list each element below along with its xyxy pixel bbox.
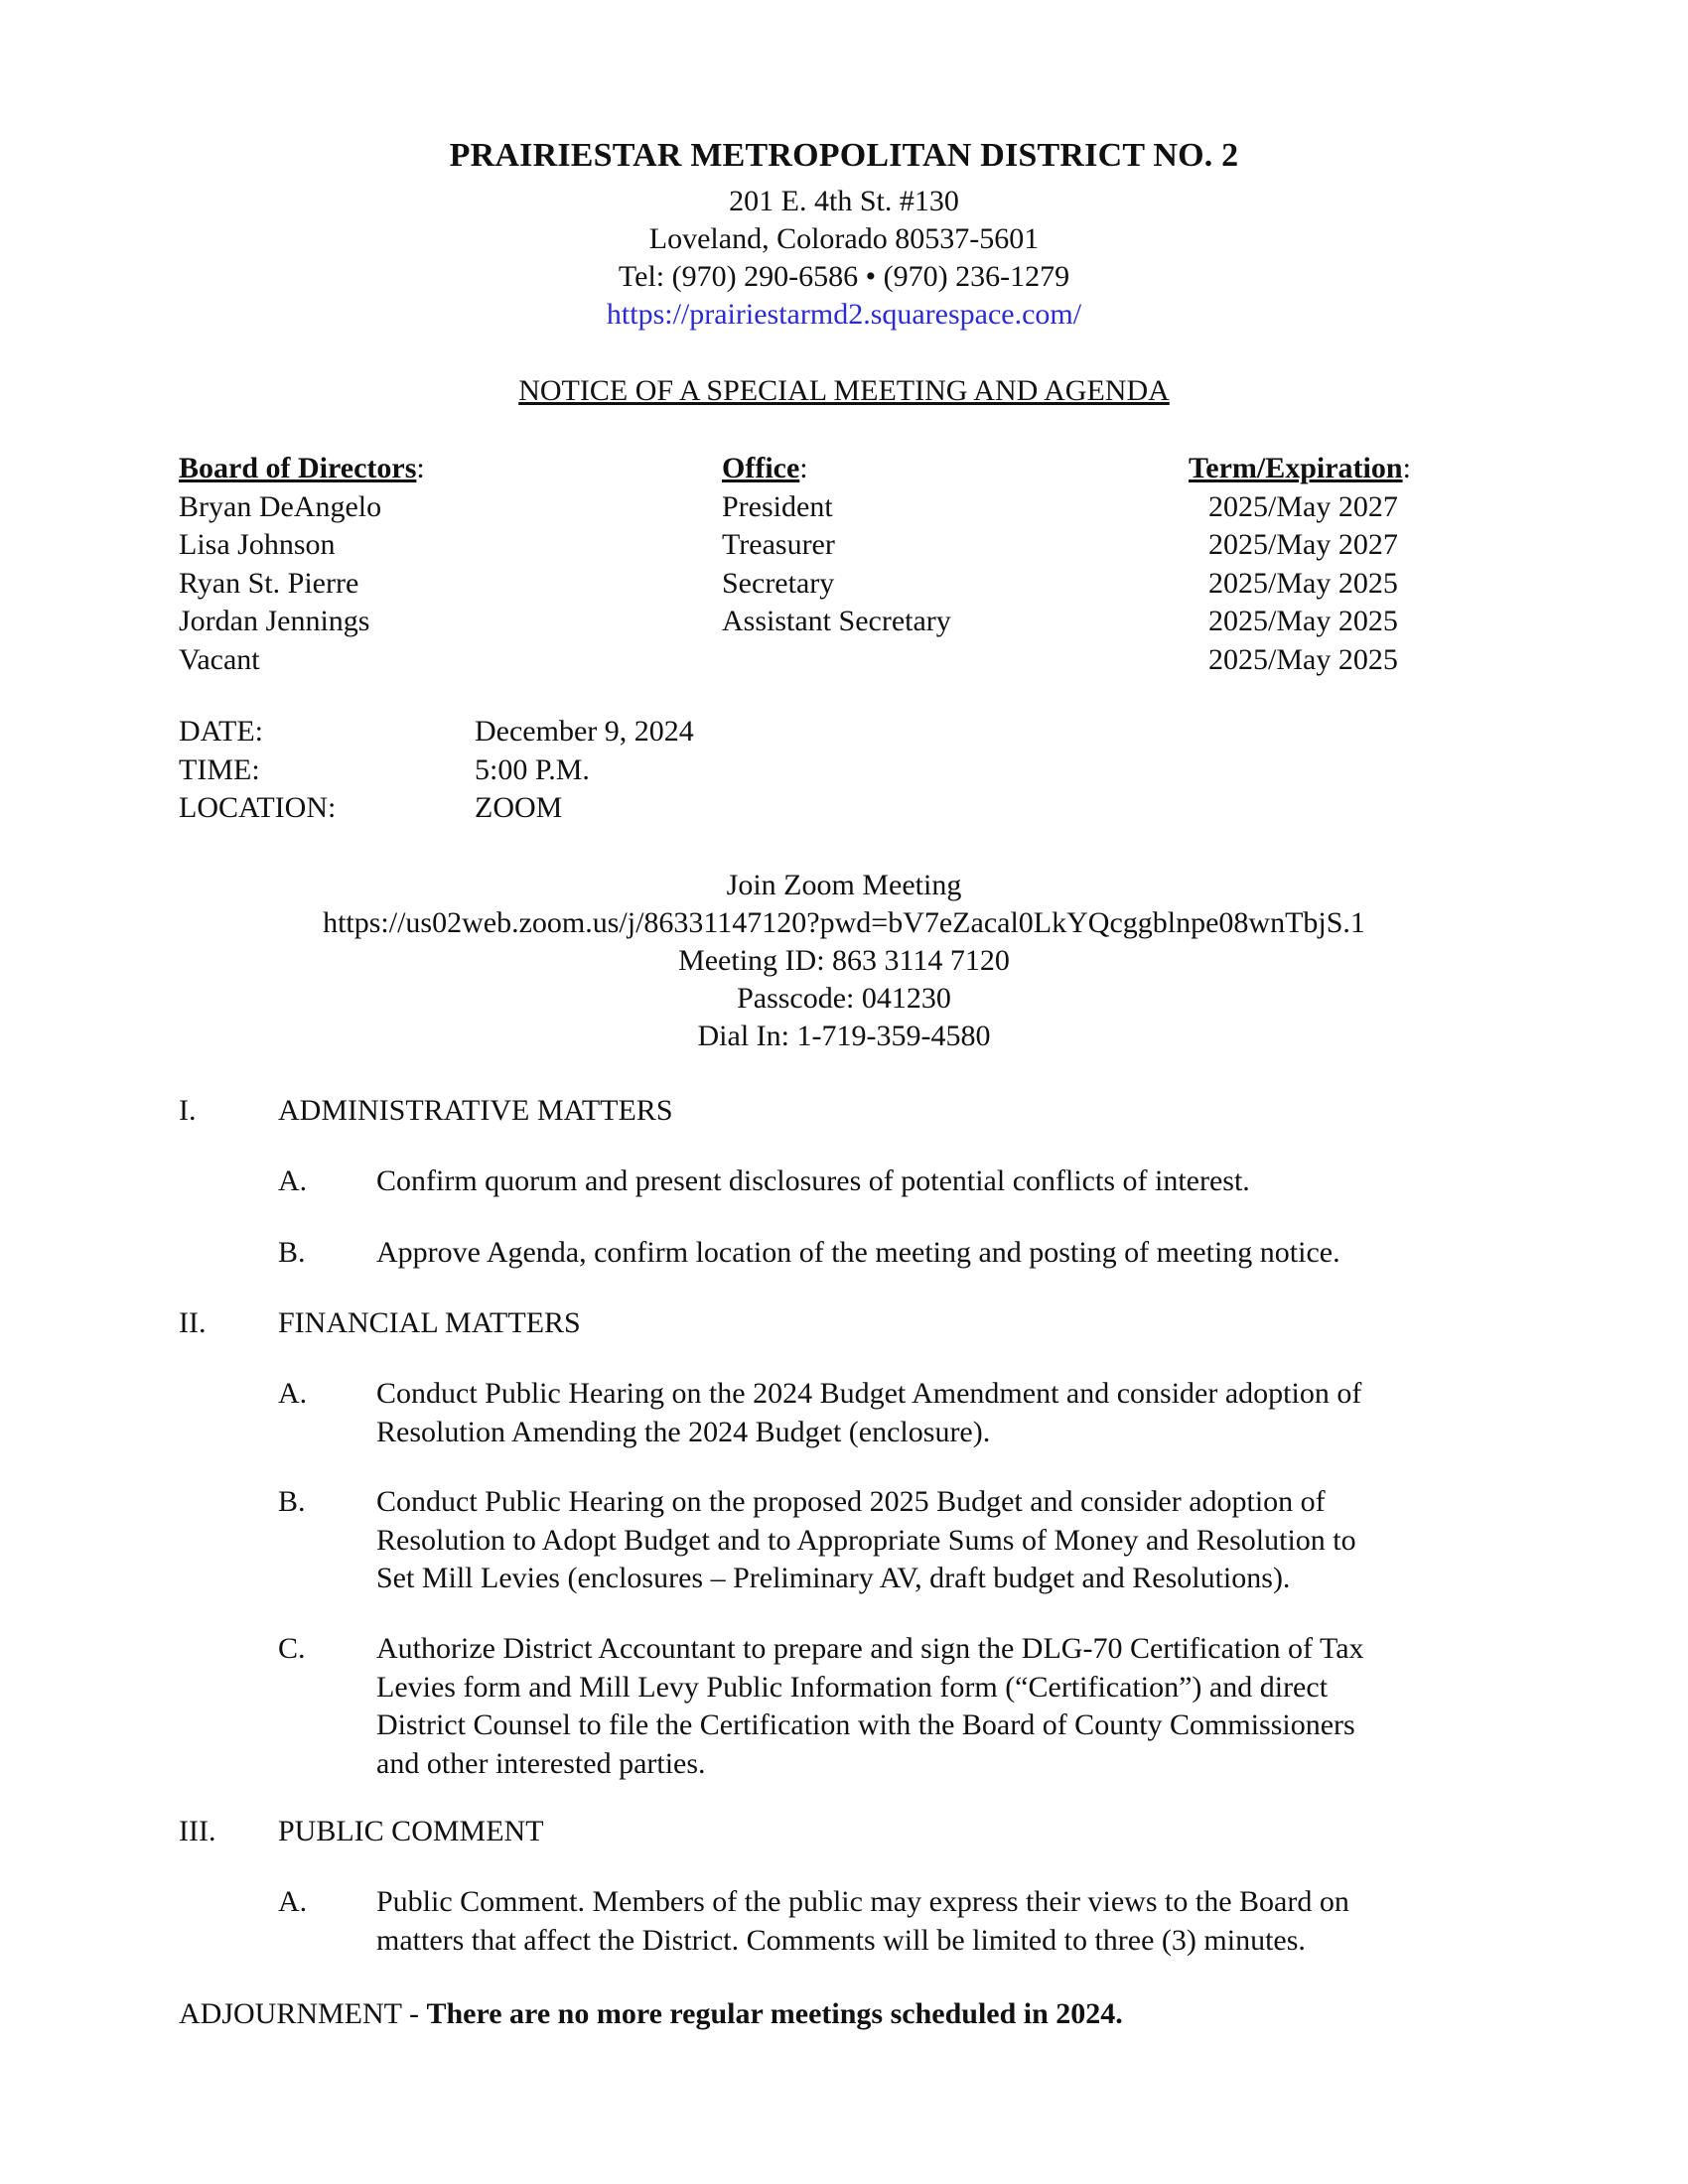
website-line	[0, 298, 1688, 332]
item-text: Set Mill Levies (enclosures – Preliminary AV, draft budget and Resolutions).	[376, 1562, 1291, 1594]
zoom-url[interactable]: https://us02web.zoom.us/j/86331147120?pwd=bV7eZacal0LkYQcggblnpe08wnTbjS.1	[323, 906, 1365, 939]
phone-numbers: Tel: (970) 290-6586 • (970) 236-1279	[618, 260, 1070, 293]
director-term: 2025/May 2025	[1208, 566, 1398, 600]
item-letter: B.	[278, 1236, 306, 1269]
director-name: Lisa Johnson	[179, 528, 336, 561]
director-name: Jordan Jennings	[179, 605, 370, 637]
zoom-dial-in: Dial In: 1-719-359-4580	[697, 1020, 991, 1052]
section-number: I.	[179, 1094, 197, 1127]
director-term: 2025/May 2025	[1208, 605, 1398, 637]
item-text: Authorize District Accountant to prepare and sign the DLG-70 Certification of Tax	[376, 1632, 1364, 1665]
director-name: Bryan DeAngelo	[179, 489, 382, 523]
item-letter: A.	[278, 1377, 308, 1410]
term-column: Term/Expiration: 2025/May 2027 2025/May 2027 2025/May 2025 2025/May 2025 2025/May 2025	[1189, 450, 1477, 679]
section-label: PUBLIC COMMENT	[278, 1815, 544, 1847]
director-term: 2025/May 2027	[1208, 489, 1398, 523]
item-letter: B.	[278, 1485, 306, 1518]
director-office: Treasurer	[722, 528, 835, 561]
director-term: 2025/May 2025	[1208, 642, 1398, 676]
item-letter: A.	[278, 1885, 308, 1918]
item-text: Confirm quorum and present disclosures of potential conflicts of interest.	[376, 1164, 1250, 1197]
meeting-location: ZOOM	[475, 791, 563, 824]
section-label: ADMINISTRATIVE MATTERS	[278, 1094, 673, 1127]
item-letter: A.	[278, 1164, 308, 1197]
address-line-2: Loveland, Colorado 80537-5601	[648, 222, 1040, 255]
office-header: Office	[722, 452, 800, 484]
section-label: FINANCIAL MATTERS	[278, 1306, 581, 1339]
notice-title: NOTICE OF A SPECIAL MEETING AND AGENDA	[518, 374, 1170, 407]
item-text: matters that affect the District. Comments will be limited to three (3) minutes.	[376, 1923, 1306, 1957]
zoom-join-text: Join Zoom Meeting	[726, 869, 962, 901]
directors-column: Board of Directors: Bryan DeAngelo Lisa Johnson Ryan St. Pierre Jordan Jennings Vacant	[179, 450, 675, 679]
item-text: Conduct Public Hearing on the proposed 2025 Budget and consider adoption of	[376, 1485, 1326, 1518]
directors-header: Board of Directors	[179, 452, 417, 484]
item-text: Resolution to Adopt Budget and to Appropriate Sums of Money and Resolution to	[376, 1523, 1356, 1557]
adjournment-label: ADJOURNMENT -	[179, 1997, 427, 2030]
director-name: Vacant	[179, 642, 260, 676]
meeting-date: December 9, 2024	[475, 715, 694, 748]
meeting-time: 5:00 P.M.	[475, 752, 590, 786]
adjournment	[179, 1997, 1123, 2031]
zoom-passcode: Passcode: 041230	[737, 982, 951, 1015]
term-header: Term/Expiration	[1189, 452, 1403, 484]
section-number: II.	[179, 1306, 207, 1339]
office-column: Office: President Treasurer Secretary Assistant Secretary	[722, 450, 1119, 679]
zoom-info	[0, 867, 1688, 1055]
adjournment-note: There are no more regular meetings scheduled in 2024.	[426, 1997, 1123, 2030]
director-office	[722, 641, 1119, 680]
item-text: Approve Agenda, confirm location of the meeting and posting of meeting notice.	[376, 1236, 1340, 1269]
zoom-meeting-id: Meeting ID: 863 3114 7120	[678, 944, 1010, 977]
item-text: Resolution Amending the 2024 Budget (enclosure).	[376, 1415, 991, 1448]
director-name: Ryan St. Pierre	[179, 566, 359, 600]
item-text: District Counsel to file the Certification with the Board of County Commissioners	[376, 1708, 1355, 1741]
date-label: DATE:	[179, 715, 263, 748]
section-number: III.	[179, 1815, 216, 1847]
director-office: President	[722, 489, 833, 523]
director-office: Secretary	[722, 566, 835, 600]
item-text: Conduct Public Hearing on the 2024 Budget Amendment and consider adoption of	[376, 1377, 1362, 1410]
item-text: Levies form and Mill Levy Public Information form (“Certification”) and direct	[376, 1670, 1329, 1704]
location-label: LOCATION:	[179, 791, 337, 824]
website-link[interactable]: https://prairiestarmd2.squarespace.com/	[606, 298, 1082, 331]
item-letter: C.	[278, 1632, 306, 1665]
address-line-1: 201 E. 4th St. #130	[729, 185, 959, 217]
meeting-details	[179, 713, 694, 828]
director-term: 2025/May 2027	[1208, 528, 1398, 561]
director-office: Assistant Secretary	[722, 605, 951, 637]
time-label: TIME:	[179, 752, 260, 786]
item-text: Public Comment. Members of the public may express their views to the Board on	[376, 1885, 1349, 1918]
item-text: and other interested parties.	[376, 1746, 706, 1780]
document-title: PRAIRIESTAR METROPOLITAN DISTRICT NO. 2	[449, 137, 1239, 174]
